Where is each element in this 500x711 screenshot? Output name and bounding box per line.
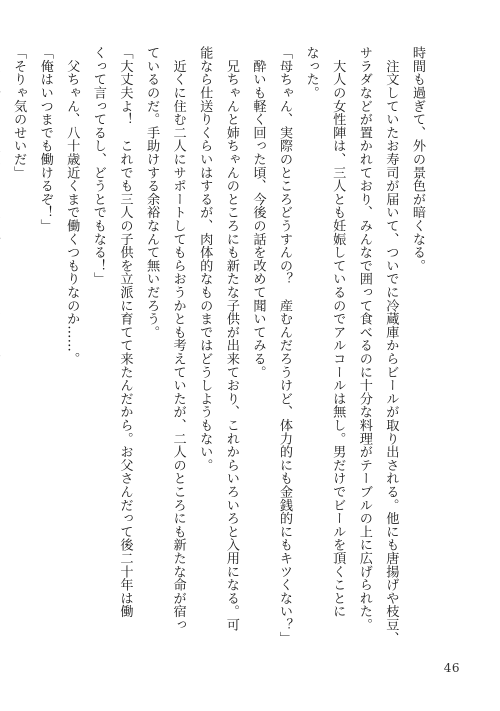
text-line: 注文していたお寿司が届いて、ついでに冷蔵庫からビールが取り出される。他にも唐揚げや枝豆、: [383, 46, 399, 645]
text-line: [0, 46, 5, 660]
text-line: 父ちゃん、八十歳近くまで働くつもりなのか……。: [64, 46, 80, 366]
text-line: 大人の女性陣は、三人とも妊娠しているのでアルコールは無し。男だけでビールを頂くことに: [330, 46, 346, 618]
body-text: [0, 46, 430, 660]
text-line: 「俺はいつまでも働けるぞ！」: [37, 46, 53, 233]
text-line: ているのだ。手助けする余裕なんて無いだろう。: [144, 46, 160, 339]
text-line: 「母ちゃん、実際のところどうすんの？ 産むんだろうけど、体力的にも金銭的にもキツくない？」: [277, 46, 293, 645]
text-line: 「大丈夫よ！ これでも三人の子供を立派に育てて来たんだから。お父さんだって後二十年は働: [117, 46, 133, 618]
page-number: 46: [443, 661, 460, 675]
text-line: 時間も過ぎて、外の景色が暗くなる。: [410, 46, 425, 273]
text-line: 能なら仕送りくらいはするが、肉体的なものまではどうしようもない。: [197, 46, 213, 472]
text-line: 兄ちゃんと姉ちゃんのところにも新たな子供が出来ており、これからいろいろと入用になる。可: [223, 46, 239, 632]
text-line: サラダなどが置かれており、みんなで囲って食べるのに十分な料理がテーブルの上に広げられた。: [356, 46, 372, 632]
text-line: なった。: [303, 46, 319, 100]
text-line: くって言ってるし、どうとでもなる！」: [90, 46, 106, 286]
text-line: 「そりゃ気のせいだ」: [11, 46, 27, 179]
text-line: 酔いも軽く回った頃、今後の話を改めて聞いてみる。: [250, 46, 266, 379]
text-line: 近くに住む二人にサポートしてもらおうかとも考えていたが、二人のところにも新たな命が宿っ: [170, 46, 186, 632]
